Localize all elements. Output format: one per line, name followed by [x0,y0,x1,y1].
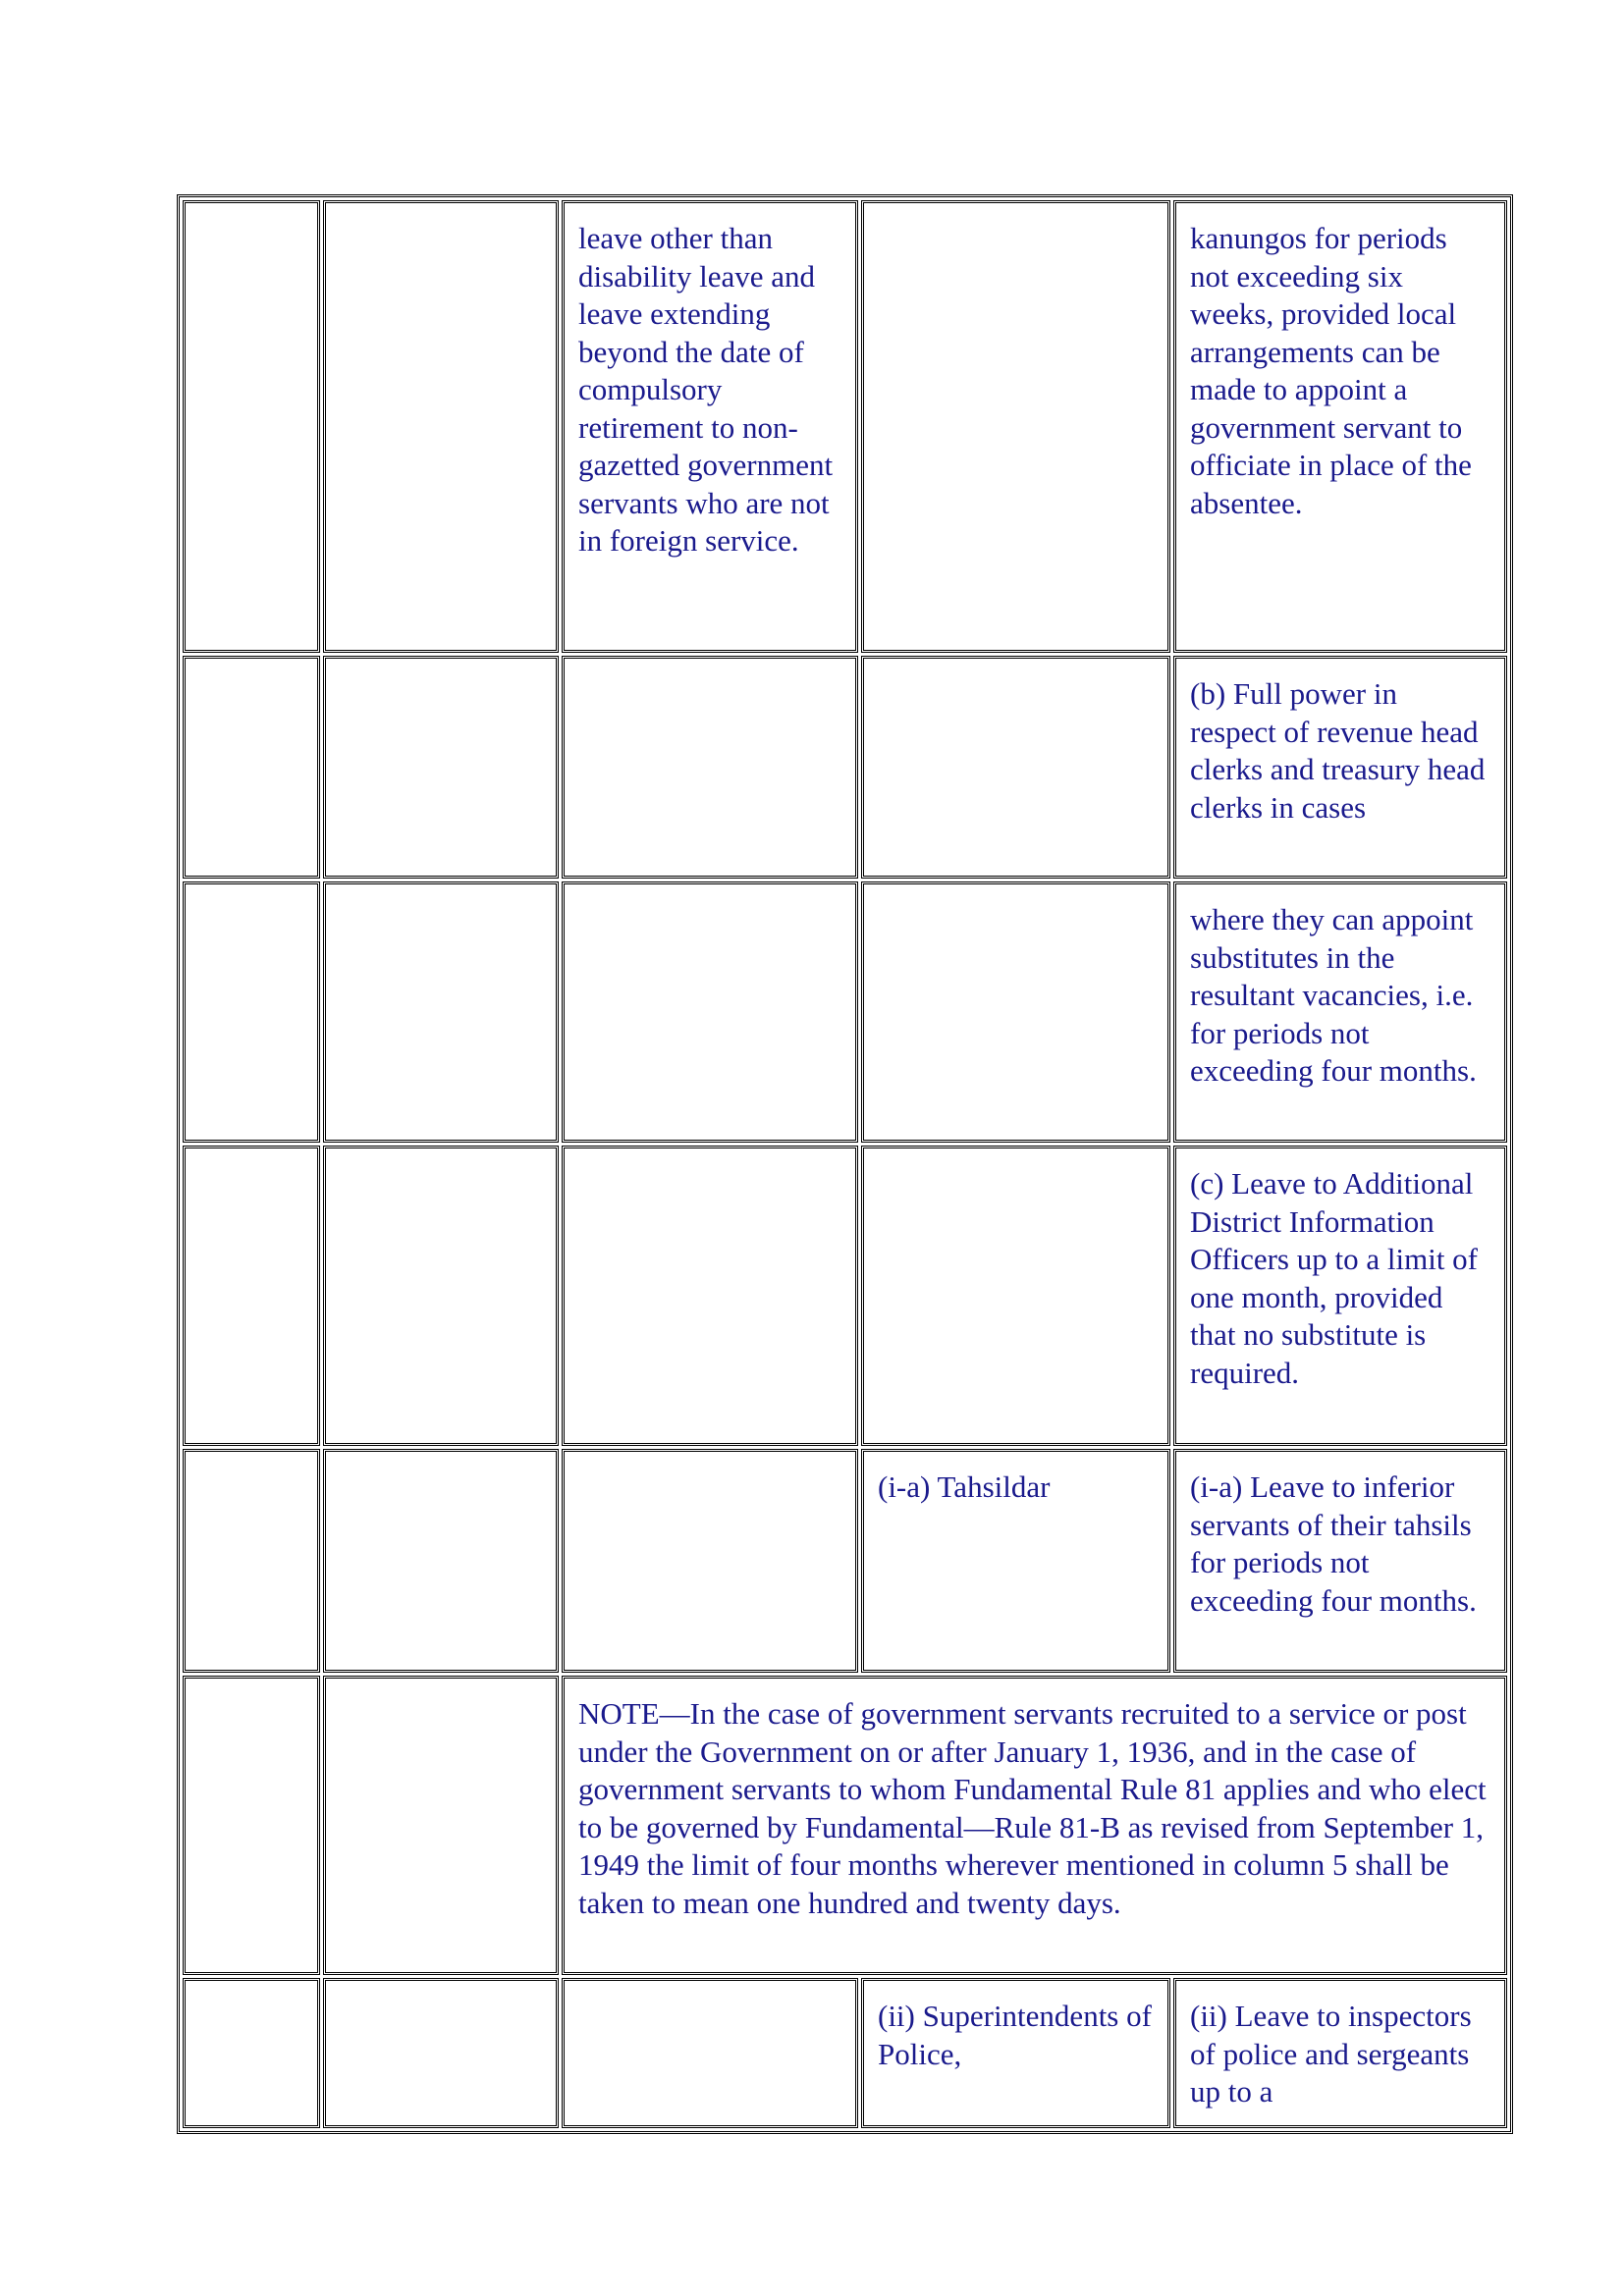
leave-powers-table [177,194,1513,2134]
table-cell-col5: kanungos for periods not exceeding six weeks, provided local arrangements can be made to appoint a government servant to officiate in place of the absentee. [1173,200,1507,653]
table-cell-col1 [183,1146,320,1446]
table-cell-col5: (b) Full power in respect of revenue head clerks and treasury head clerks in cases [1173,656,1507,879]
table-cell-col5: where they can appoint substitutes in the resultant vacancies, i.e. for periods not exceeding four months. [1173,881,1507,1143]
table-cell-col2 [323,1449,559,1673]
table-cell-col1 [183,1676,320,1975]
table-cell-col2 [323,200,559,653]
table-cell-col2 [323,656,559,879]
table-cell-col4: (i-a) Tahsildar [861,1449,1170,1673]
table-cell-col4: (ii) Superintendents of Police, [861,1978,1170,2128]
table-cell-col1 [183,1978,320,2128]
table-cell-col1 [183,1449,320,1673]
table-cell-col3 [562,1978,858,2128]
table-row [183,1146,1507,1446]
table-cell-col3 [562,1449,858,1673]
table-cell-col5: (c) Leave to Additional District Information Officers up to a limit of one month, provided that no substitute is required. [1173,1146,1507,1446]
table-cell-col5: (ii) Leave to inspectors of police and sergeants up to a [1173,1978,1507,2128]
table-cell-col4 [861,200,1170,653]
table-cell-col3 [562,881,858,1143]
table-cell-col3: leave other than disability leave and leave extending beyond the date of compulsory retirement to non-gazetted government servants who are not in foreign service. [562,200,858,653]
table-cell-col3 [562,1146,858,1446]
table-cell-col4 [861,1146,1170,1446]
table-row [183,200,1507,653]
table-cell-col2 [323,1676,559,1975]
table-row [183,1449,1507,1673]
note-text: NOTE—In the case of government servants recruited to a service or post under the Government on or after January 1, 1936, and in the case of government servants to whom Fundamental Rule 81 applies and who elect to be governed by Fundamental—Rule 81-B as revised from September 1, 1949 the limit of four months wherever mentioned in column 5 shall be taken to mean one hundred and twenty days. [562,1676,1507,1975]
table-cell-col1 [183,881,320,1143]
table-cell-col2 [323,1146,559,1446]
table-row [183,881,1507,1143]
table-row [183,1978,1507,2128]
table-row-note [183,1676,1507,1975]
table-cell-col1 [183,656,320,879]
table-cell-col4 [861,656,1170,879]
table-cell-col5: (i-a) Leave to inferior servants of their tahsils for periods not exceeding four months. [1173,1449,1507,1673]
table-cell-col2 [323,1978,559,2128]
table-cell-col3 [562,656,858,879]
table-row [183,656,1507,879]
table-cell-col2 [323,881,559,1143]
table-cell-col1 [183,200,320,653]
table-cell-col4 [861,881,1170,1143]
